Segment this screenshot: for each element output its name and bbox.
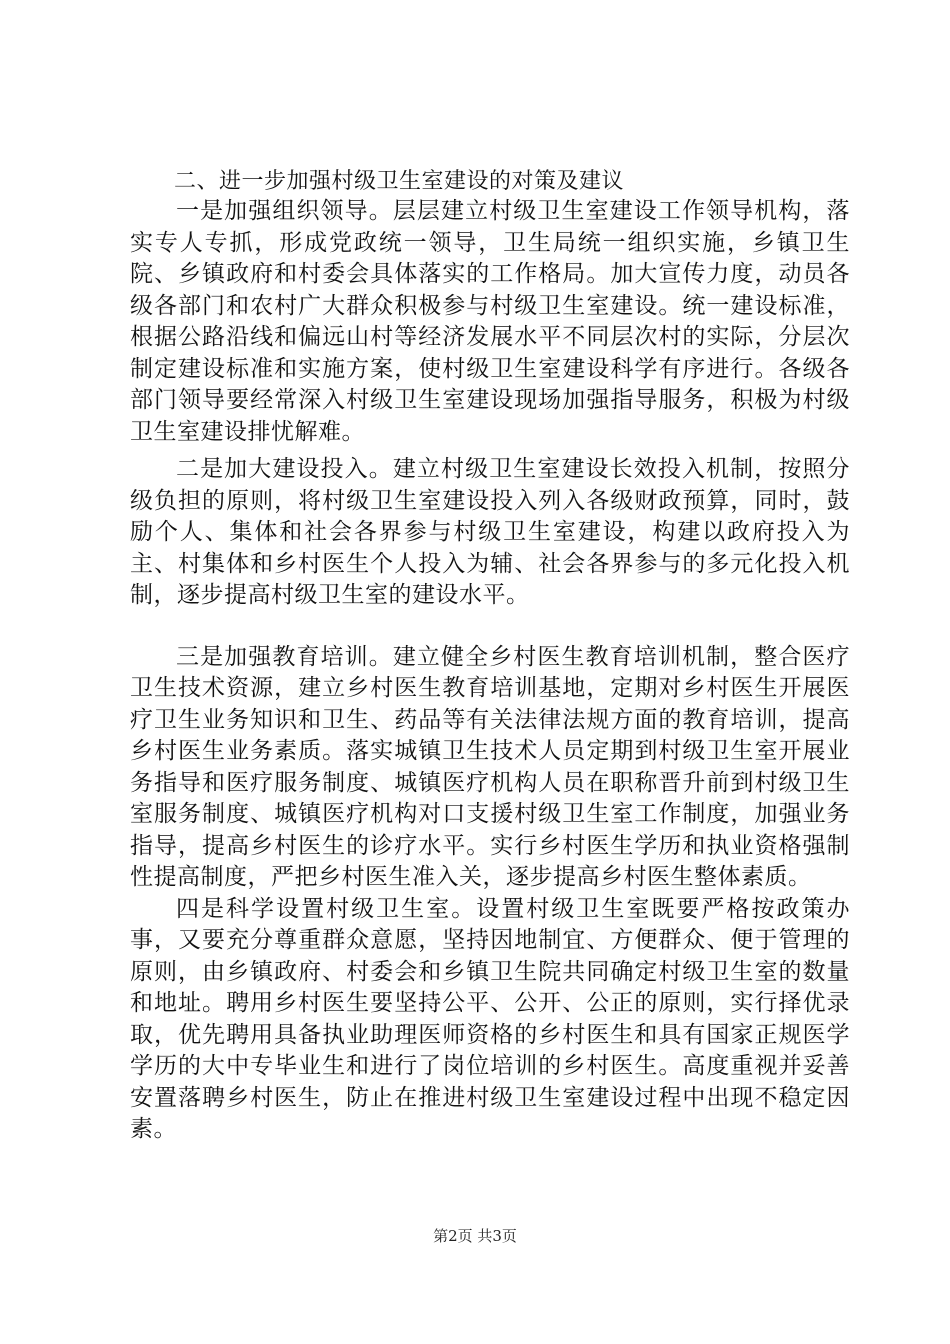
paragraph-investment: 二是加大建设投入。建立村级卫生室建设长效投入机制，按照分级负担的原则，将村级卫生室建设投入列入各级财政预算，同时，鼓励个人、集体和社会各界参与村级卫生室建设，构建以政府投入为主、村集体和乡村医生个人投入为辅、社会各界参与的多元化投入机制，逐步提高村级卫生室的建设水平。 (130, 456, 850, 608)
paragraph-organization: 一是加强组织领导。层层建立村级卫生室建设工作领导机构，落实专人专抓，形成党政统一领导，卫生局统一组织实施，乡镇卫生院、乡镇政府和村委会具体落实的工作格局。加大宣传力度，动员各级各部门和农村广大群众积极参与村级卫生室建设。统一建设标准，根据公路沿线和偏远山村等经济发展水平不同层次村的实际，分层次制定建设标准和实施方案，使村级卫生室建设科学有序进行。各级各部门领导要经常深入村级卫生室建设现场加强指导服务，积极为村级卫生室建设排忧解难。 (130, 198, 850, 445)
paragraph-gap (130, 612, 850, 642)
section-heading: 二、进一步加强村级卫生室建设的对策及建议 (174, 169, 625, 194)
paragraph-setup: 四是科学设置村级卫生室。设置村级卫生室既要严格按政策办事，又要充分尊重群众意愿，坚持因地制宜、方便群众、便于管理的原则，由乡镇政府、村委会和乡镇卫生院共同确定村级卫生室的数量和地址。聘用乡村医生要坚持公平、公开、公正的原则，实行择优录取，优先聘用具备执业助理医师资格的乡村医生和具有国家正规医学学历的大中专毕业生和进行了岗位培训的乡村医生。高度重视并妥善安置落聘乡村医生，防止在推进村级卫生室建设过程中出现不稳定因素。 (130, 895, 850, 1142)
page-number-footer: 第2页 共3页 (433, 1227, 517, 1245)
paragraph-training: 三是加强教育培训。建立健全乡村医生教育培训机制，整合医疗卫生技术资源，建立乡村医生教育培训基地，定期对乡村医生开展医疗卫生业务知识和卫生、药品等有关法律法规方面的教育培训，提高乡村医生业务素质。落实城镇卫生技术人员定期到村级卫生室开展业务指导和医疗服务制度、城镇医疗机构人员在职称晋升前到村级卫生室服务制度、城镇医疗机构对口支援村级卫生室工作制度，加强业务指导，提高乡村医生的诊疗水平。实行乡村医生学历和执业资格强制性提高制度，严把乡村医生准入关，逐步提高乡村医生整体素质。 (130, 643, 850, 890)
document-body (130, 168, 850, 1146)
